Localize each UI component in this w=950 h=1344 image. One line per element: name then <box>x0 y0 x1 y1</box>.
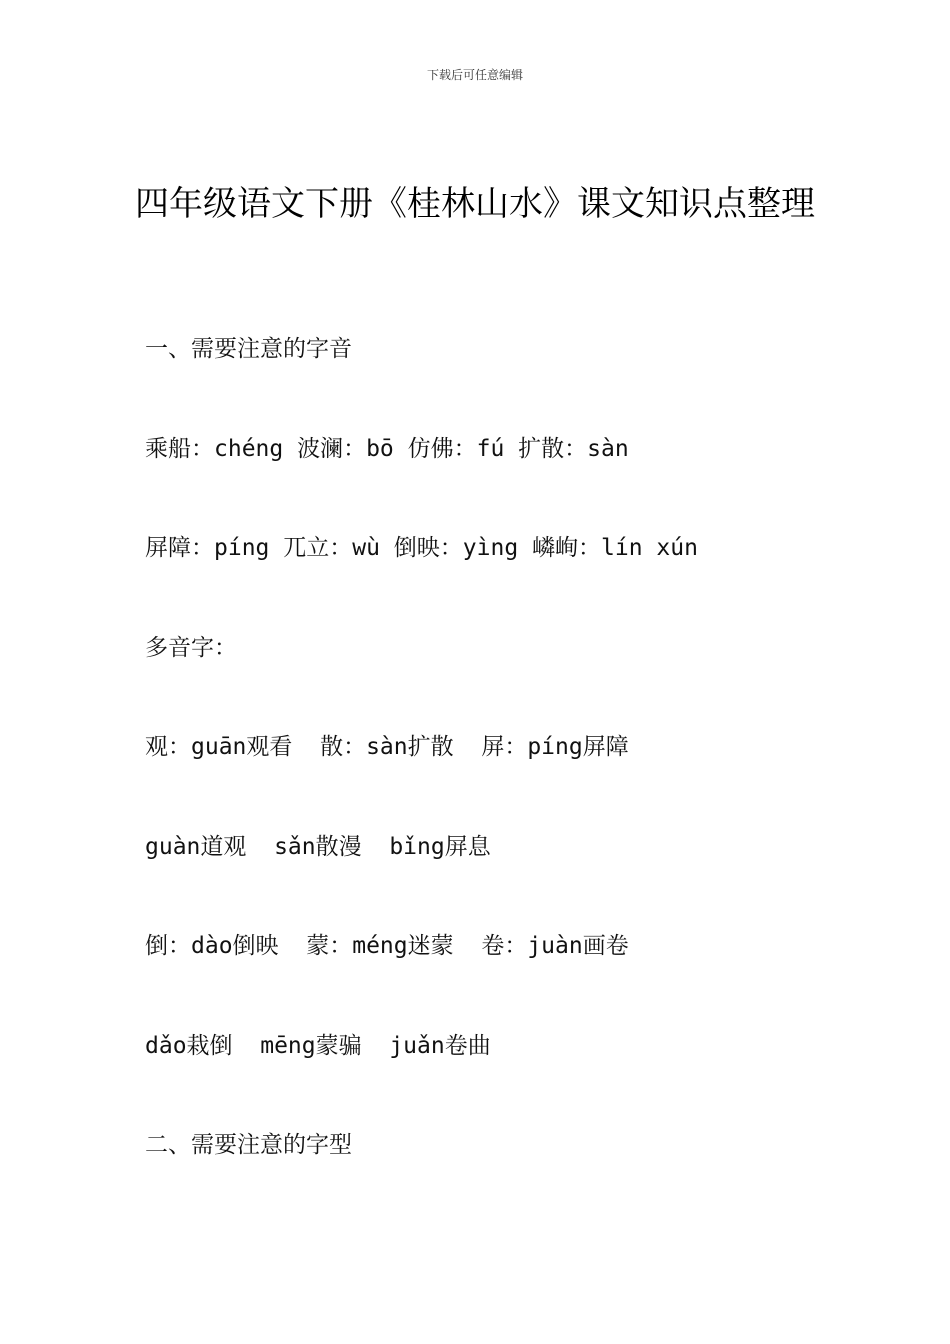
polyphone-line: 观：guān观看 散：sàn扩散 屏：píng屏障 <box>145 734 629 760</box>
polyphone-line: guàn道观 sǎn散漫 bǐng屏息 <box>145 834 491 860</box>
pronunciation-line: 乘船：chéng 波澜：bō 仿佛：fú 扩散：sàn <box>145 436 629 462</box>
pronunciation-line: 屏障：píng 兀立：wù 倒映：yìng 嶙峋：lín xún <box>145 535 698 561</box>
polyphone-line: dǎo栽倒 mēng蒙骗 juǎn卷曲 <box>145 1033 491 1059</box>
polyphone-line: 倒：dào倒映 蒙：méng迷蒙 卷：juàn画卷 <box>145 933 629 959</box>
section-heading-pronunciation: 一、需要注意的字音 <box>145 336 352 362</box>
header-note: 下载后可任意编辑 <box>426 68 523 82</box>
section-heading-character-form: 二、需要注意的字型 <box>145 1132 352 1158</box>
polyphone-heading: 多音字： <box>145 635 237 661</box>
document-title: 四年级语文下册《桂林山水》课文知识点整理 <box>135 184 815 224</box>
